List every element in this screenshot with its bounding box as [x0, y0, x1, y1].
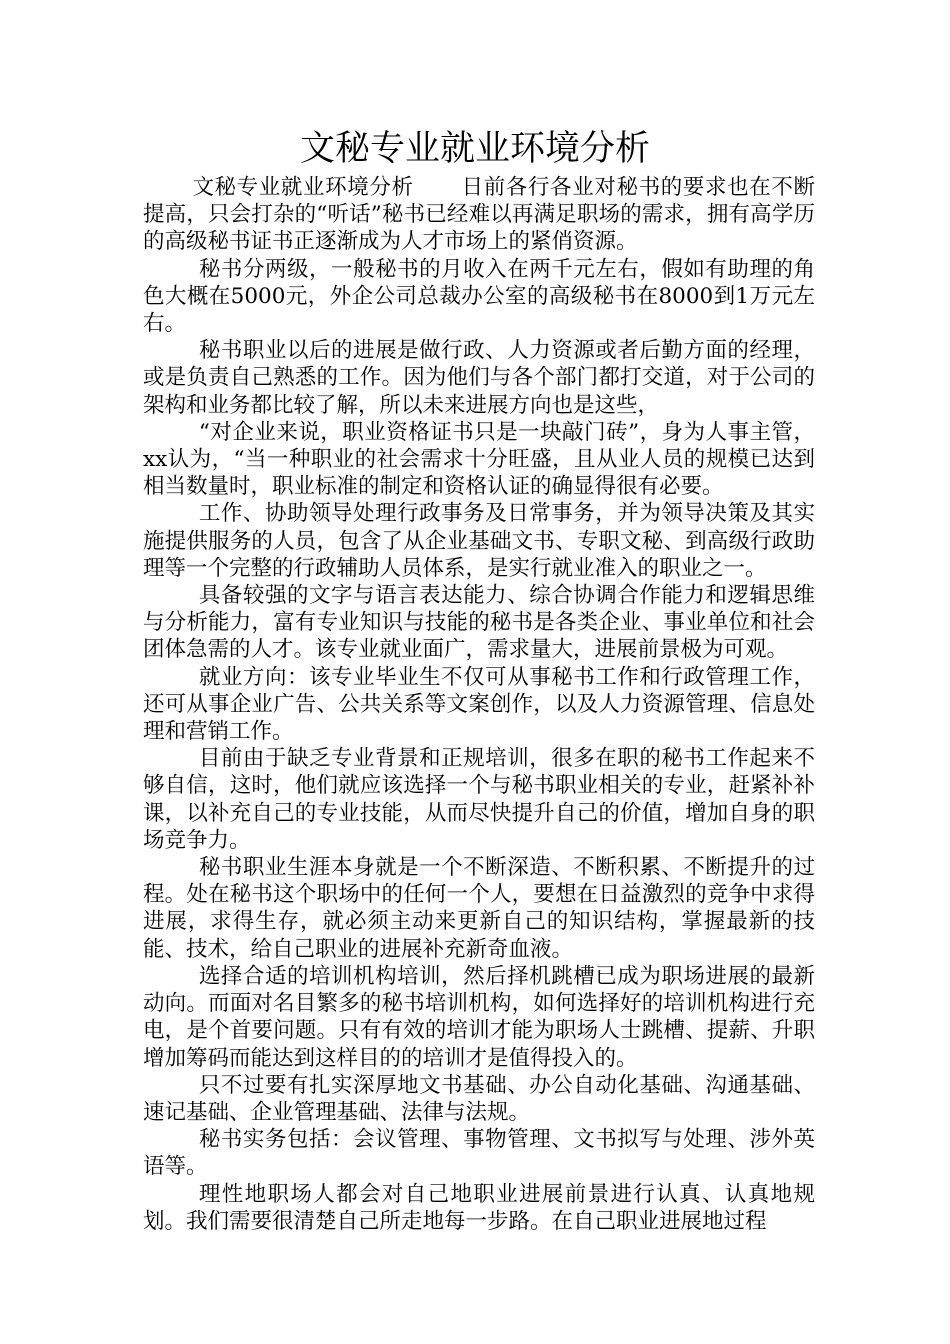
paragraph-1 [143, 174, 815, 256]
paragraph-13: 理性地职场人都会对自己地职业进展前景进行认真、认真地规划。我们需要很清楚自己所走地每一步路。在自己职业进展地过程 [143, 1181, 815, 1234]
document-title: 文秘专业就业环境分析 [299, 129, 650, 169]
paragraph-7: 就业方向：该专业毕业生不仅可从事秘书工作和行政管理工作，还可从事企业广告、公共关系等文案创作，以及人力资源管理、信息处理和营销工作。 [143, 664, 815, 745]
paragraph-8: 目前由于缺乏专业背景和正规培训，很多在职的秘书工作起来不够自信，这时，他们就应该选择一个与秘书职业相关的专业，赶紧补补课，以补充自己的专业技能，从而尽快提升自己的价值，增加自身的职场竞争力。 [143, 746, 815, 853]
paragraph-11: 只不过要有扎实深厚地文书基础、办公自动化基础、沟通基础、速记基础、企业管理基础、法律与法规。 [143, 1072, 815, 1125]
paragraph-10: 选择合适的培训机构培训，然后择机跳槽已成为职场进展的最新动向。而面对名目繁多的秘书培训机构，如何选择好的培训机构进行充电，是个首要问题。只有有效的培训才能为职场人士跳槽、提薪、升职增加筹码而能达到这样目的的培训才是值得投入的。 [143, 963, 815, 1071]
document-body [143, 174, 815, 1235]
paragraph-2: 秘书分两级，一般秘书的月收入在两千元左右，假如有助理的角色大概在5000元，外企公司总裁办公室的高级秘书在8000到1万元左右。 [143, 256, 815, 337]
paragraph-3: 秘书职业以后的进展是做行政、人力资源或者后勤方面的经理，或是负责自己熟悉的工作。因为他们与各个部门都打交道，对于公司的架构和业务都比较了解，所以未来进展方向也是这些， [143, 338, 815, 418]
paragraph-6: 具备较强的文字与语言表达能力、综合协调合作能力和逻辑思维与分析能力，富有专业知识与技能的秘书是各类企业、事业单位和社会团体急需的人才。该专业就业面广，需求量大，进展前景极为可观。 [143, 583, 815, 663]
paragraph-4: “对企业来说，职业资格证书只是一块敲门砖”，身为人事主管，xx认为，“当一种职业的社会需求十分旺盛，且从业人员的规模已达到相当数量时，职业标准的制定和资格认证的确显得很有必要。 [143, 419, 815, 500]
paragraph-5: 工作、协助领导处理行政事务及日常事务，并为领导决策及其实施提供服务的人员，包含了从企业基础文书、专职文秘、到高级行政助理等一个完整的行政辅助人员体系，是实行就业准入的职业之一。 [143, 501, 815, 581]
paragraph-9: 秘书职业生涯本身就是一个不断深造、不断积累、不断提升的过程。处在秘书这个职场中的任何一个人，要想在日益激烈的竞争中求得进展，求得生存，就必须主动来更新自己的知识结构，掌握最新的技能、技术，给自己职业的进展补充新奇血液。 [143, 855, 815, 962]
paragraph-1-text: 日前各行各业对秘书的要求也在不断提高，只会打杂的“听话”秘书已经难以再满足职场的需求，拥有高学历的高级秘书证书正逐渐成为人才市场上的紧俏资源。 [143, 175, 815, 255]
paragraph-12: 秘书实务包括：会议管理、事物管理、文书拟写与处理、涉外英语等。 [143, 1127, 815, 1180]
paragraph-lead: 文秘专业就业环境分析 [192, 175, 414, 200]
